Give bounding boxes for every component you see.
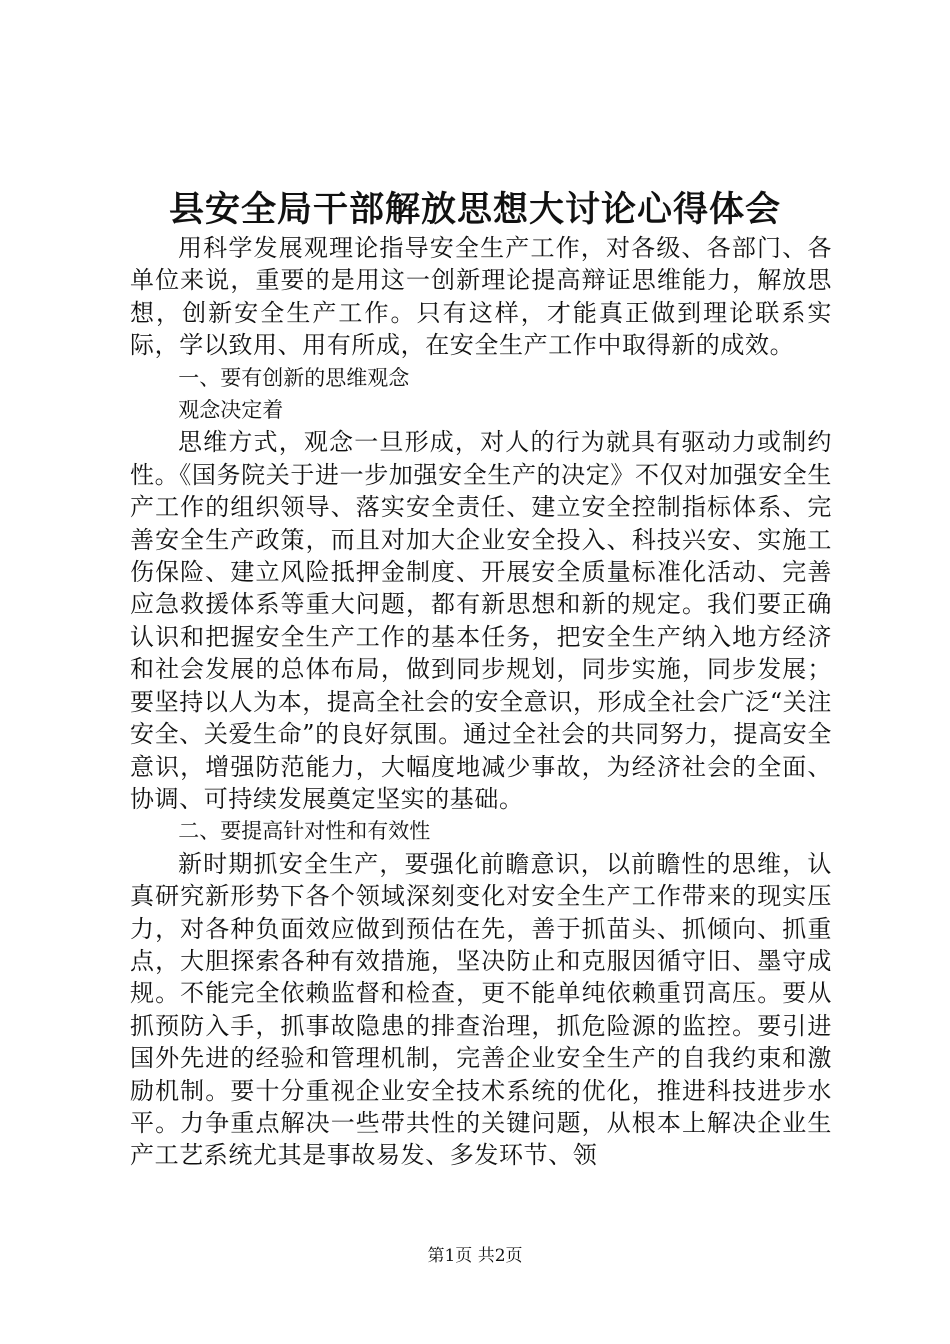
document-body [130, 232, 832, 1172]
section-subheading: 观念决定着 [178, 398, 284, 423]
paragraph-section-1: 思维方式，观念一旦形成，对人的行为就具有驱动力或制约性。《国务院关于进一步加强安全生产的决定》不仅对加强安全生产工作的组织领导、落实安全责任、建立安全控制指标体系、完善安全生产政策，而且对加大企业安全投入、科技兴安、实施工伤保险、建立风险抵押金制度、开展安全质量标准化活动、完善应急救援体系等重大问题，都有新思想和新的规定。我们要正确认识和把握安全生产工作的基本任务，把安全生产纳入地方经济和社会发展的总体布局，做到同步规划，同步实施，同步发展；要坚持以人为本，提高全社会的安全意识，形成全社会广泛“关注安全、关爱生命”的良好氛围。通过全社会的共同努力，提高安全意识，增强防范能力，大幅度地减少事故，为经济社会的全面、协调、可持续发展奠定坚实的基础。 [130, 428, 832, 813]
document-title: 县安全局干部解放思想大讨论心得体会 [168, 189, 781, 230]
section-heading-1: 一、要有创新的思维观念 [178, 365, 410, 390]
paragraph-section-2: 新时期抓安全生产，要强化前瞻意识，以前瞻性的思维，认真研究新形势下各个领域深刻变化对安全生产工作带来的现实压力，对各种负面效应做到预估在先，善于抓苗头、抓倾向、抓重点，大胆探索各种有效措施，坚决防止和克服因循守旧、墨守成规。不能完全依赖监督和检查，更不能单纯依赖重罚高压。要从抓预防入手，抓事故隐患的排查治理，抓危险源的监控。要引进国外先进的经验和管理机制，完善企业安全生产的自我约束和激励机制。要十分重视企业安全技术系统的优化，推进科技进步水平。力争重点解决一些带共性的关键问题，从根本上解决企业生产工艺系统尤其是事故易发、多发环节、领 [130, 849, 832, 1170]
section-heading-2: 二、要提高针对性和有效性 [178, 819, 431, 844]
paragraph-intro: 用科学发展观理论指导安全生产工作，对各级、各部门、各单位来说，重要的是用这一创新理论提高辩证思维能力，解放思想，创新安全生产工作。只有这样，才能真正做到理论联系实际，学以致用、用有所成，在安全生产工作中取得新的成效。 [130, 234, 832, 360]
page-number-footer: 第1页 共2页 [427, 1246, 523, 1266]
